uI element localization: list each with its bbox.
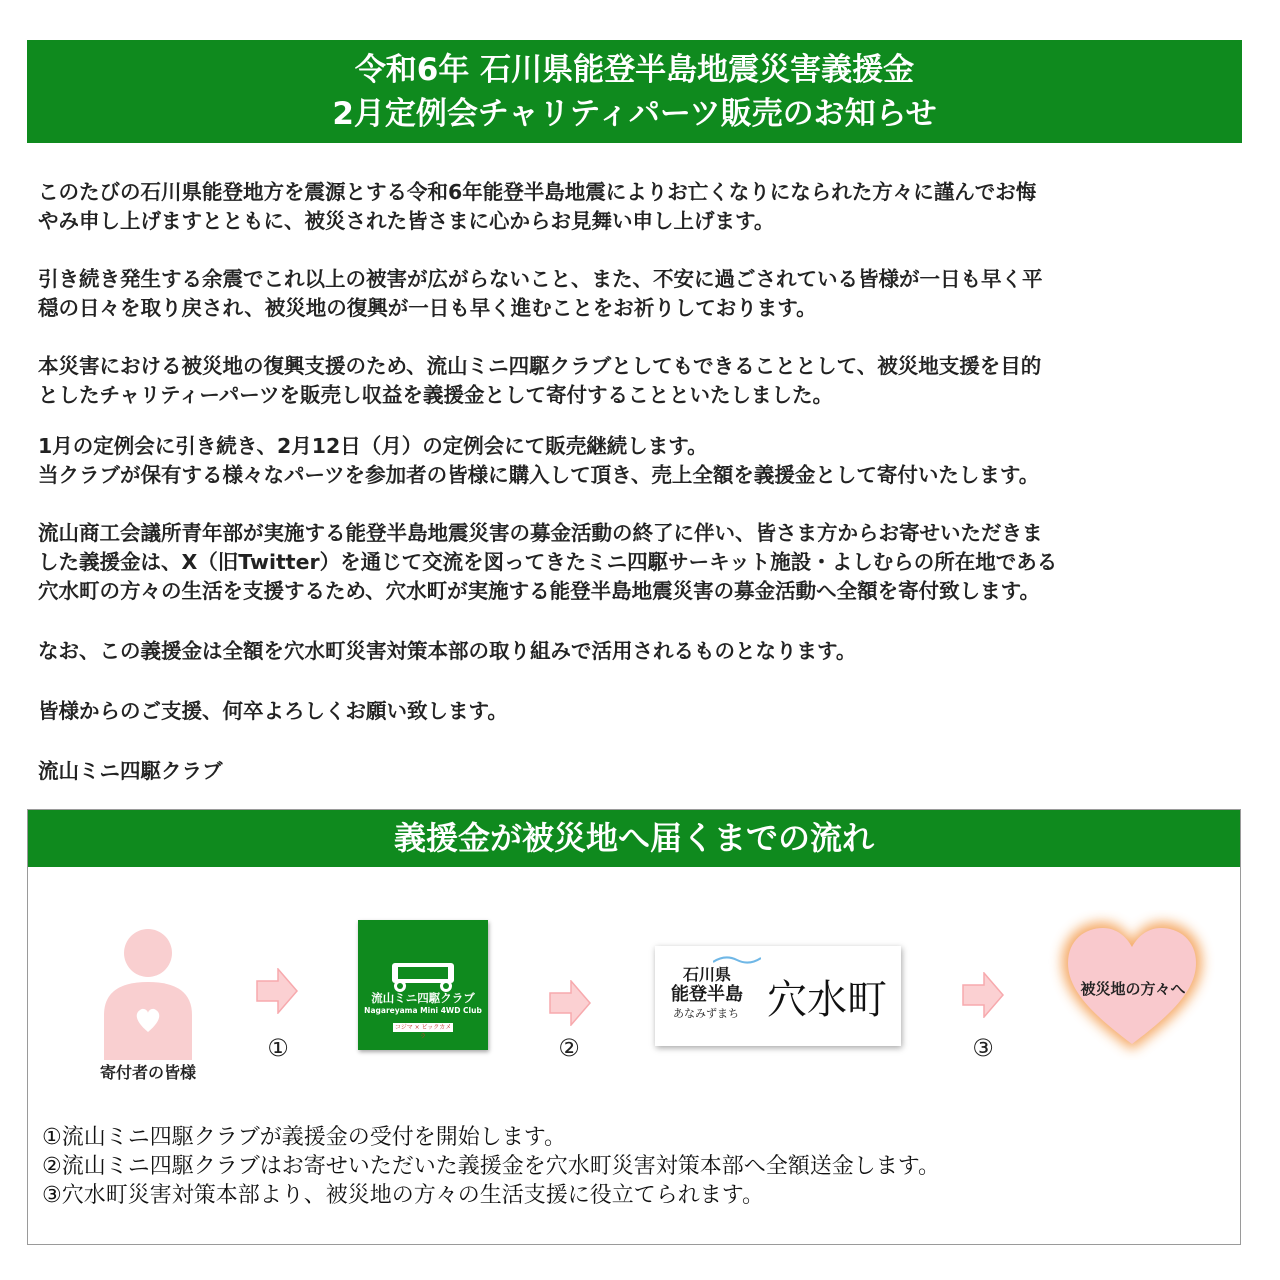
- title-line-2: 2月定例会チャリティパーツ販売のお知らせ: [332, 95, 937, 132]
- paragraph-purpose: 本災害における被災地の復興支援のため、流山ミニ四駆クラブとしてもできることとして、被災地支援を目的 としたチャリティーパーツを販売し収益を義援金として寄付することといたしました。: [38, 354, 1042, 407]
- announcement-body: [38, 178, 1238, 786]
- flow-note-3: ③穴水町災害対策本部より、被災地の方々の生活支援に役立てられます。: [42, 1183, 764, 1208]
- club-logo: [358, 920, 488, 1050]
- paragraph-donation-target: 流山商工会議所青年部が実施する能登半島地震災害の募金活動の終了に伴い、皆さま方からお寄せいただきま した義援金は、X（旧Twitter）を通じて交流を図ってきたミニ四駆サーキット施設・よしむらの所在地である 穴水町の方々の生活を支援するため、穴水町が実施する能登半島地震災害の募金活動へ全額を寄付致します。: [38, 521, 1058, 603]
- donation-flow-section: [27, 809, 1241, 1245]
- flow-note-1: ①流山ミニ四駆クラブが義援金の受付を開始します。: [42, 1125, 566, 1150]
- town-logo-reading: あなみずまち: [673, 1007, 739, 1020]
- destination-label: 被災地の方々へ: [1080, 980, 1186, 998]
- paragraph-thanks: 皆様からのご支援、何卒よろしくお願い致します。: [38, 699, 508, 723]
- club-logo-name-en: Nagareyama Mini 4WD Club: [364, 1006, 482, 1015]
- arrow-right-icon: [256, 968, 298, 1014]
- title-line-1: 令和6年 石川県能登半島地震災害義援金: [354, 51, 915, 88]
- flow-notes: [42, 1123, 940, 1210]
- signature: 流山ミニ四駆クラブ: [38, 759, 223, 783]
- town-logo-prefecture: 石川県: [683, 965, 732, 984]
- paragraph-usage: なお、この義援金は全額を穴水町災害対策本部の取り組みで活用されるものとなります。: [38, 639, 857, 663]
- anamizu-town-logo: [655, 946, 901, 1046]
- town-logo-area: 能登半島: [671, 984, 743, 1005]
- paragraph-condolence: このたびの石川県能登地方を震源とする令和6年能登半島地震によりお亡くなりになられた方々に謹んでお悔 やみ申し上げますとともに、被災された皆さまに心からお見舞い申し上げます。: [38, 180, 1037, 233]
- arrow-right-icon: [549, 980, 591, 1026]
- step-number-1: ①: [267, 1034, 289, 1062]
- club-logo-sponsor: コジマ × ビックカメラ: [394, 1024, 452, 1040]
- page-title-banner: [27, 40, 1242, 143]
- paragraph-prayer: 引き続き発生する余震でこれ以上の被害が広がらないこと、また、不安に過ごされている皆様が一日も早く平 穏の日々を取り戻され、被災地の復興が一日も早く進むことをお祈りしております。: [38, 267, 1043, 320]
- town-logo-name: 穴水町: [767, 977, 887, 1023]
- paragraph-sale: 1月の定例会に引き続き、2月12日（月）の定例会にて販売継続します。 当クラブが保有する様々なパーツを参加者の皆様に購入して頂き、売上全額を義援金として寄付いたします。: [38, 434, 1040, 487]
- mini4wd-car-icon: [386, 958, 460, 994]
- donor-label: 寄付者の皆様: [99, 1063, 196, 1082]
- flow-title: 義援金が被災地へ届くまでの流れ: [28, 810, 1240, 867]
- flow-note-2: ②流山ミニ四駆クラブはお寄せいただいた義援金を穴水町災害対策本部へ全額送金します。: [42, 1154, 940, 1179]
- step-number-3: ③: [972, 1034, 994, 1062]
- club-logo-name-ja: 流山ミニ四駆クラブ: [371, 991, 475, 1005]
- donor-person-icon: [98, 920, 198, 1070]
- arrow-right-icon: [962, 972, 1004, 1018]
- step-number-2: ②: [558, 1034, 580, 1062]
